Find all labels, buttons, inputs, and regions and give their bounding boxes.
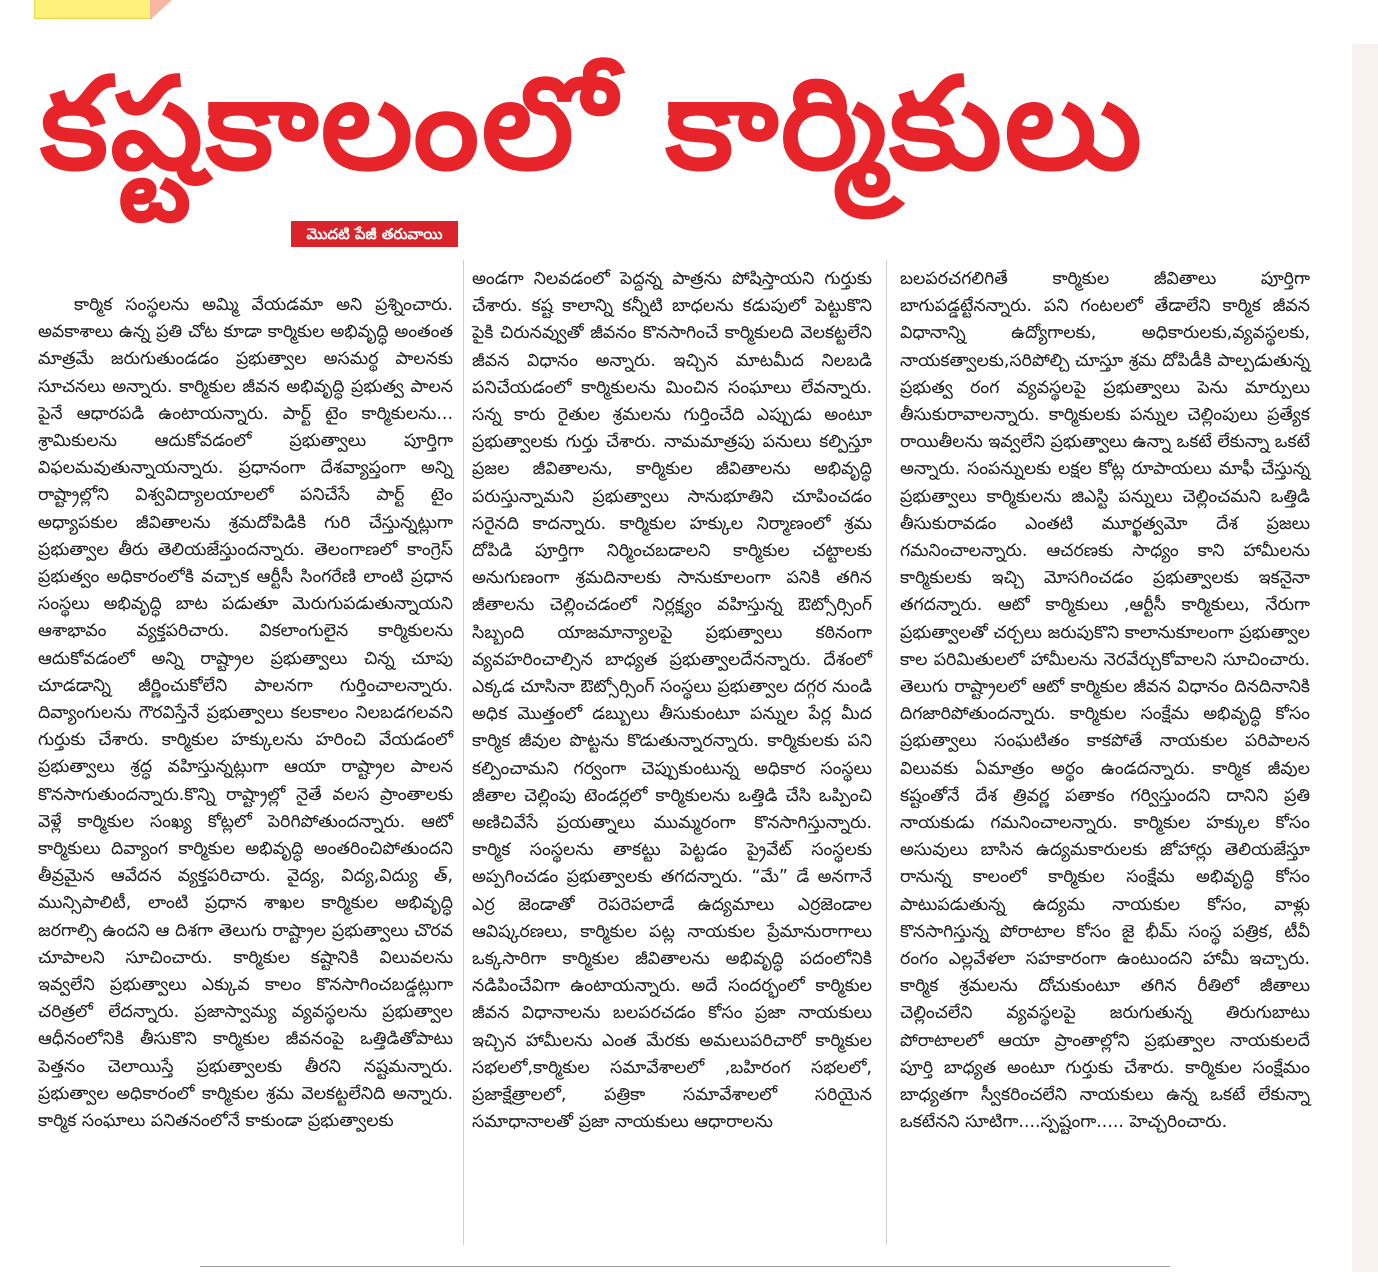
top-tab-marker	[34, 0, 152, 19]
page-margin-strip	[1352, 44, 1378, 1272]
article-paragraph: బలపరచగలిగితే కార్మికుల జీవితాలు పూర్తిగా బాగుపడ్డట్టేనన్నారు. పని గంటలలో తేడాలేని కార్మిక జీవన విధానాన్ని ఉద్యోగాలకు, అధికారులకు,వ్యవస్థలకు, నాయకత్వాలకు,సరిపోల్చి చూస్తూ శ్రమ దోపిడీకి పాల్పడుతున్న ప్రభుత్వ రంగ వ్యవస్థలపై ప్రభుత్వాలు పెను మార్పులు తీసుకురావాలన్నారు. కార్మికులకు పన్నుల చెల్లింపులు ప్రత్యేక రాయితీలను ఇవ్వలేని ప్రభుత్వాలు ఉన్నా ఒకటే లేకున్నా ఒకటే అన్నారు. సంపన్నులకు లక్షల కోట్ల రూపాయలు మాఫీ చేస్తున్న ప్రభుత్వాలు కార్మికులను జిఎస్టి పన్నులు చెల్లించమని ఒత్తిడి తీసుకురావడం ఎంతటి మూర్ఖత్వమో దేశ ప్రజలు గమనించాలన్నారు. ఆచరణకు సాధ్యం కాని హామీలను కార్మికులకు ఇచ్చి మోసగించడం ప్రభుత్వాలకు ఇకనైనా తగదన్నారు. ఆటో కార్మికులు ,ఆర్టీసీ కార్మికులు, నేరుగా ప్రభుత్వాలతో చర్చలు జరుపుకొని కాలానుకూలంగా ప్రభుత్వాల కాల పరిమితులలో హామీలను నెరవేర్చుకోవాలని సూచించారు. తెలుగు రాష్ట్రాలలో ఆటో కార్మికుల జీవన విధానం దినదినానికి దిగజారిపోతుందన్నారు. కార్మికుల సంక్షేమ అభివృద్ధి కోసం ప్రభుత్వాలు సంఘటితం కాకపోతే నాయకుల పరిపాలన విలువకు ఏమాత్రం అర్థం ఉండదన్నారు. కార్మిక జీవుల కష్టంతోనే దేశ త్రివర్ణ పతాకం గర్విస్తుందని దానిని ప్రతి నాయకుడు గమనించాలన్నారు. కార్మికుల హక్కుల కోసం అసువులు బాసిన ఉద్యమకారులకు జోహార్లు తెలియజేస్తూ రానున్న కాలంలో కార్మికుల సంక్షేమ అభివృద్ధి కోసం పాటుపడుతున్న ఉద్యమ నాయకుల కోసం, వాళ్లు కొనసాగిస్తున్న పోరాటాల కోసం జై భీమ్ సంస్థ పత్రిక, టీవీ రంగం ఎల్లవేళలా సహకారంగా ఉంటుందని హామీ ఇచ్చారు. కార్మిక శ్రమలను దోచుకుంటూ తగిన రీతిలో జీతాలు చెల్లించలేని వ్యవస్థలపై జరుగుతున్న తిరుగుబాటు పోరాటాలలో ఆయా ప్రాంతాల్లోని ప్రభుత్వాల నాయకులదే పూర్తి బాధ్యత అంటూ గుర్తుకు చేశారు. కార్మికుల సంక్షేమం బాధ్యతగా స్వీకరించలేని నాయకులు ఉన్న ఒకటే లేకున్నా ఒకటేనని సూటిగా....స్పష్టంగా..... హెచ్చరించారు.	[900, 269, 1310, 1133]
column-divider	[886, 260, 887, 1245]
article-paragraph: కార్మిక సంస్థలను అమ్మి వేయడమా అని ప్రశ్నించారు. అవకాశాలు ఉన్న ప్రతి చోట కూడా కార్మికుల అభివృద్ధి అంతంత మాత్రమే జరుగుతుండడం ప్రభుత్వాల అసమర్థ పాలనకు సూచనలు అన్నారు. కార్మికుల జీవన అభివృద్ధి ప్రభుత్వ పాలన పైనే ఆధారపడి ఉంటాయన్నారు. పార్ట్ టైం కార్మికులను... శ్రామికులను ఆదుకోవడంలో ప్రభుత్వాలు పూర్తిగా విఫలమవుతున్నాయన్నారు. ప్రధానంగా దేశవ్యాప్తంగా అన్ని రాష్ట్రాల్లోని విశ్వవిద్యాలయాలలో పనిచేసే పార్ట్ టైం అధ్యాపకుల జీవితాలను శ్రమదోపిడికి గురి చేస్తున్నట్లుగా ప్రభుత్వాల తీరు తెలియజేస్తుందన్నారు. తెలంగాణలో కాంగ్రెస్ ప్రభుత్వం అధికారంలోకి వచ్చాక ఆర్టీసీ సింగరేణి లాంటి ప్రధాన సంస్థలు అభివృద్ధి బాట పడుతూ మెరుగుపడుతున్నాయని ఆశాభావం వ్యక్తపరిచారు. వికలాంగులైన కార్మికులను ఆదుకోవడంలో అన్ని రాష్ట్రాల ప్రభుత్వాలు చిన్న చూపు చూడడాన్ని జీర్ణించుకోలేని పాలనగా గుర్తించాలన్నారు. దివ్యాంగులను గౌరవిస్తేనే ప్రభుత్వాలు కలకాలం నిలబడగలవని గుర్తుకు చేశారు. కార్మికుల హక్కులను హరించి వేయడంలో ప్రభుత్వాలు శ్రద్ధ వహిస్తున్నట్లుగా ఆయా రాష్ట్రాల పాలన కొనసాగుతుందన్నారు.కొన్ని రాష్ట్రాల్లో నైతే వలస ప్రాంతాలకు వెళ్లే కార్మికుల సంఖ్య కోట్లలో పెరిగిపోతుందన్నారు. ఆటో కార్మికులు దివ్యాంగ కార్మికుల అభివృద్ధి అంతరించిపోతుందని తీవ్రమైన ఆవేదన వ్యక్తపరిచారు. వైద్య, విద్య,విద్యు త్, మున్సిపాలిటీ, లాంటి ప్రధాన శాఖల కార్మికుల అభివృద్ధి జరగాల్సి ఉందని ఆ దిశగా తెలుగు రాష్ట్రాల ప్రభుత్వాలు చొరవ చూపాలని సూచించారు. కార్మికుల కష్టానికి విలువలను ఇవ్వలేని ప్రభుత్వాలు ఎక్కువ కాలం కొనసాగించబడ్డట్లుగా చరిత్రలో లేదన్నారు. ప్రజాస్వామ్య వ్యవస్థలను ప్రభుత్వాల ఆధీనంలోనికి తీసుకొని కార్మికుల జీవనంపై ఒత్తిడితోపాటు పెత్తనం చెలాయిస్తే ప్రభుత్వాలకు తీరని నష్టమన్నారు. ప్రభుత్వాల అధికారంలో కార్మికుల శ్రమ వెలకట్టలేనిది అన్నారు. కార్మిక సంఘాలు పనితనంలోనే కాకుండా ప్రభుత్వాలకు	[38, 295, 453, 1132]
top-tab-decoration	[150, 0, 172, 20]
column-divider	[463, 260, 464, 1245]
article-column-3	[900, 266, 1310, 1137]
article-column-2	[472, 266, 872, 1137]
article-column-1	[38, 292, 453, 1135]
article-paragraph: అండగా నిలవడంలో పెద్దన్న పాత్రను పోషిస్తాయని గుర్తుకు చేశారు. కష్ట కాలాన్ని కన్నీటి బాధలను కడుపులో పెట్టుకొని పైకి చిరునవ్వుతో జీవనం కొనసాగించే కార్మికులది వెలకట్టలేని జీవన విధానం అన్నారు. ఇచ్చిన మాటమీద నిలబడి పనిచేయడంలో కార్మికులను మించిన సంఘాలు లేవన్నారు. సన్న కారు రైతుల శ్రమలను గుర్తించేది ఎప్పుడు అంటూ ప్రభుత్వాలకు గుర్తు చేశారు. నామమాత్రపు పనులు కల్పిస్తూ ప్రజల జీవితాలను, కార్మికుల జీవితాలను అభివృద్ధి పరుస్తున్నామని ప్రభుత్వాలు సానుభూతిని చూపించడం సరైనది కాదన్నారు. కార్మికుల హక్కుల నిర్మాణంలో శ్రమ దోపిడి పూర్తిగా నిర్మించబడాలని కార్మికుల చట్టాలకు అనుగుణంగా శ్రమదినాలకు సానుకూలంగా పనికి తగిన జీతాలను చెల్లించడంలో నిర్లక్ష్యం వహిస్తున్న ఔట్సోర్సింగ్ సిబ్బంది యాజమాన్యాలపై ప్రభుత్వాలు కఠినంగా వ్యవహరించాల్సిన బాధ్యత ప్రభుత్వాలదేనన్నారు. దేశంలో ఎక్కడ చూసినా ఔట్సోర్సింగ్ సంస్థలు ప్రభుత్వాల దగ్గర నుండి అధిక మొత్తంలో డబ్బులు తీసుకుంటూ పన్నుల పేర్ల మీద కార్మిక జీవుల పొట్టను కొడుతున్నారన్నారు. కార్మికులకు పని కల్పించామని గర్వంగా చెప్పుకుంటున్న అధికార సంస్థలు జీతాల చెల్లింపు టెండర్లలో కార్మికులను ఒత్తిడి చేసి ఒప్పించి అణిచివేసే ప్రయత్నాలు ముమ్మరంగా కొనసాగిస్తున్నారు. కార్మిక సంస్థలను తాకట్టు పెట్టడం ప్రైవేట్ సంస్థలకు అప్పగించడం ప్రభుత్వాలకు తగదన్నారు. “మే” డే అనగానే ఎర్ర జెండాతో రెపరెపలాడే ఉద్యమాలు ఎర్రజెండాల ఆవిష్కరణలు, కార్మికుల పట్ల నాయకుల ప్రేమానురాగాలు ఒక్కసారిగా కార్మికుల జీవితాలను అభివృద్ధి పదంలోనికి నడిపించేవిగా ఉంటాయన్నారు. అదే సందర్భంలో కార్మికుల జీవన విధానాలను బలపరచడం కోసం ప్రజా నాయకులు ఇచ్చిన హామీలను ఎంత మేరకు అమలుపరిచారో కార్మికుల సభలలో,కార్మికుల సమావేశాలలో ,బహిరంగ సభలలో, ప్రజాక్షేత్రాలలో, పత్రికా సమావేశాలలో సరియైన సమాధానాలతో ప్రజా నాయకులు ఆధారాలను	[472, 269, 872, 1133]
page-title: కష్టకాలంలో కార్మికులు	[40, 50, 1145, 199]
bottom-rule	[200, 1266, 1170, 1267]
continued-label: మొదటి పేజీ తరువాయి	[291, 221, 458, 247]
